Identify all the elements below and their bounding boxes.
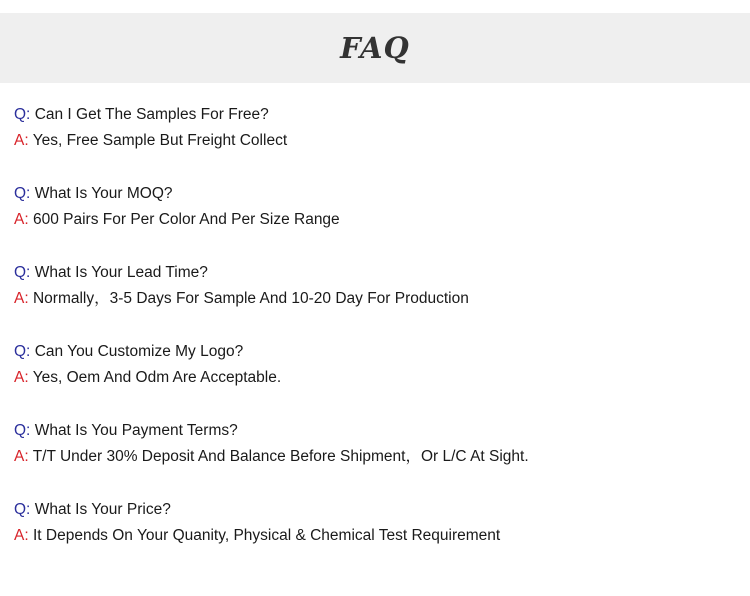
faq-item [14, 181, 744, 260]
question-text: What Is Your Lead Time? [34, 264, 208, 281]
question-text: What Is Your Price? [34, 501, 171, 518]
question-text: Can I Get The Samples For Free? [34, 106, 269, 123]
faq-question [14, 339, 744, 365]
faq-item [14, 260, 744, 339]
answer-text: Yes, Free Sample But Freight Collect [32, 132, 288, 149]
page-title: FAQ [340, 31, 410, 65]
faq-answer [14, 444, 744, 470]
answer-text: Normally，3-5 Days For Sample And 10-20 Day For Production [32, 290, 469, 307]
faq-answer [14, 523, 744, 549]
answer-text: Yes, Oem And Odm Are Acceptable. [32, 369, 282, 386]
answer-text: 600 Pairs For Per Color And Per Size Range [32, 211, 340, 228]
faq-answer [14, 207, 744, 233]
question-text: Can You Customize My Logo? [34, 343, 244, 360]
question-prefix: Q: [14, 185, 31, 202]
answer-prefix: A: [14, 290, 29, 307]
answer-prefix: A: [14, 211, 29, 228]
faq-question [14, 102, 744, 128]
faq-item [14, 102, 744, 181]
answer-prefix: A: [14, 527, 29, 544]
faq-question [14, 181, 744, 207]
faq-question [14, 418, 744, 444]
faq-item [14, 339, 744, 418]
faq-answer [14, 128, 744, 154]
question-text: What Is You Payment Terms? [34, 422, 238, 439]
faq-list [14, 102, 744, 576]
answer-prefix: A: [14, 448, 29, 465]
answer-text: It Depends On Your Quanity, Physical & Chemical Test Requirement [32, 527, 501, 544]
faq-header [0, 13, 750, 83]
answer-prefix: A: [14, 369, 29, 386]
question-prefix: Q: [14, 501, 31, 518]
question-prefix: Q: [14, 264, 31, 281]
faq-answer [14, 286, 744, 312]
faq-answer [14, 365, 744, 391]
question-text: What Is Your MOQ? [34, 185, 173, 202]
faq-question [14, 260, 744, 286]
answer-text: T/T Under 30% Deposit And Balance Before Shipment，Or L/C At Sight. [32, 448, 529, 465]
question-prefix: Q: [14, 106, 31, 123]
answer-prefix: A: [14, 132, 29, 149]
question-prefix: Q: [14, 343, 31, 360]
faq-item [14, 497, 744, 576]
faq-question [14, 497, 744, 523]
faq-item [14, 418, 744, 497]
question-prefix: Q: [14, 422, 31, 439]
